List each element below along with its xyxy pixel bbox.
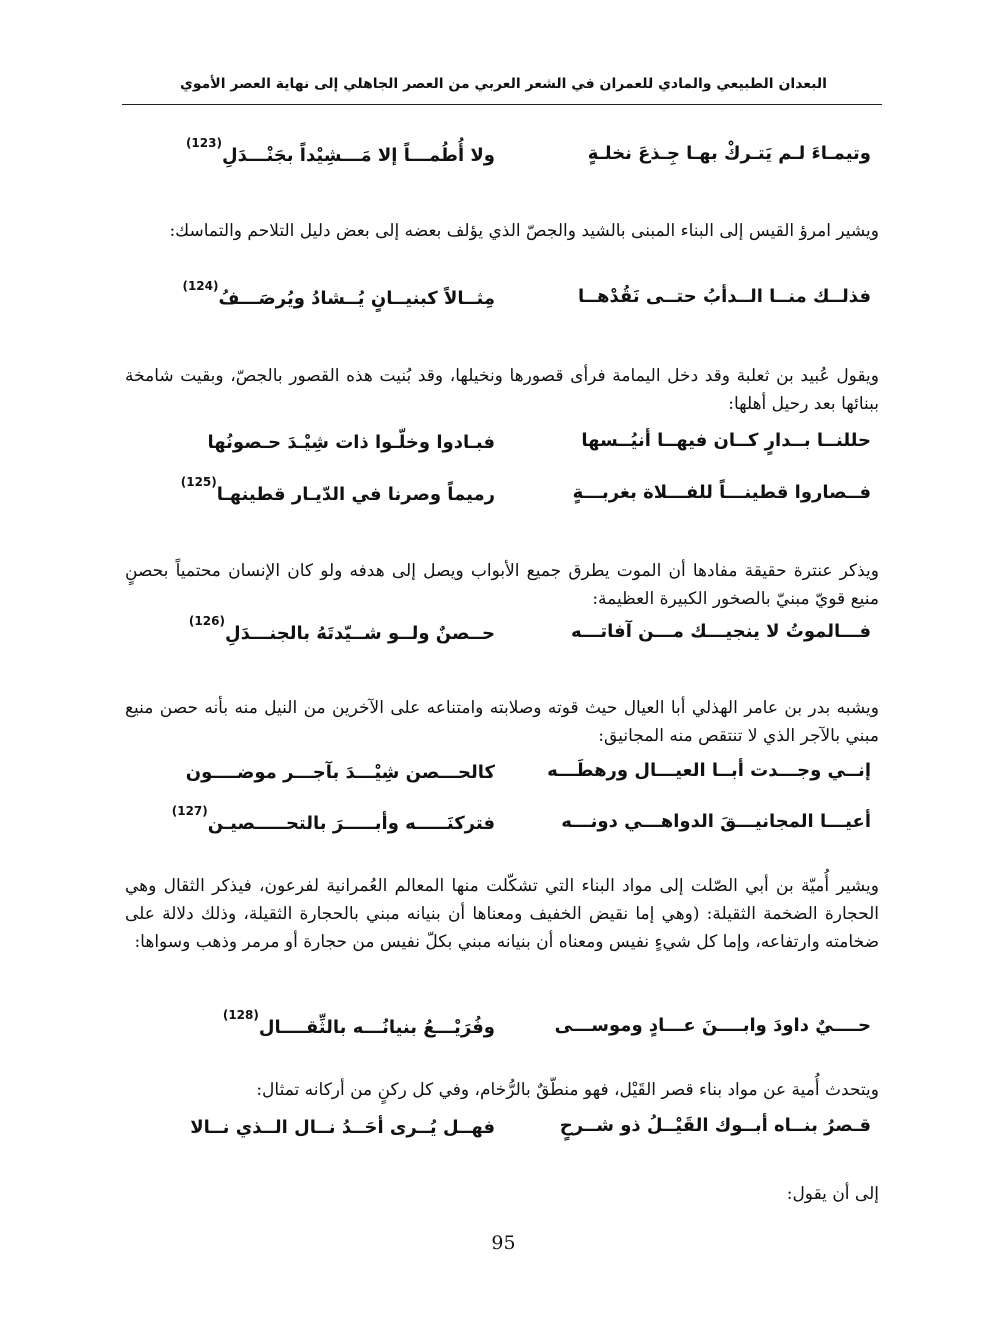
verse-line (125, 136, 879, 173)
verse-second-hemistich-text: فبـادوا وخلّـوا ذات شِيْـدَ حـصونُها (207, 432, 495, 453)
verse-second-hemistich (125, 1115, 495, 1138)
paragraph: ويشير أُميّة بن أبي الصّلت إلى مواد البناء التي تشكّلت منها المعالم العُمرانية لفرعون، فيذكر الثقال وهي الحجارة الضخمة الثقيلة: (وهي إما نقيض الخفيف ومعناها أن بنيانه مبني بالحجارة الثقيلة، وذلك دلالة على ضخامته وارتفاعه، وإما كل شيءٍ نفيس ومعناه أن بنيانه مبني بكلّ نفيس من حجارة أو مرمر وذهب وسواها: (125, 876, 879, 952)
footnote-ref: (126) (188, 614, 225, 628)
paragraph: ويذكر عنترة حقيقة مفادها أن الموت يطرق جميع الأبواب ويصل إلى هدفه ولو كان الإنسان محتمياً بحصنٍ منيع قويّ مبنيّ بالصخور الكبيرة العظيمة: (125, 561, 879, 609)
header-rule (122, 104, 882, 105)
verse-first-hemistich: إنــي وجـــدت أبــا العيـــال ورهطَـــه (547, 760, 871, 781)
verse-first-hemistich: أعيـــا المجانيـــقَ الدواهـــي دونـــه (561, 811, 871, 832)
paragraph: ويشبه بدر بن عامر الهذلي أبا العيال حيث قوته وصلابته وامتناعه على الآخرين من النيل منه بأنه حصن منيع مبني بالآجر الذي لا تنتقص منه المجانيق: (125, 698, 879, 746)
verse-first-hemistich: حــــيٌ داودَ وابــــنَ عـــادٍ وموســـى (554, 1015, 871, 1036)
verse-first-hemistich: وتيمـاءَ لـم يَتـركْ بهـا جِـذعَ نخلـةٍ (587, 143, 871, 164)
verse-second-hemistich-text: كالحـــصن شِيْـــدَ بآجـــر موضــــون (185, 762, 495, 783)
verse-second-hemistich (125, 804, 495, 834)
running-header: البعدان الطبيعي والمادي للعمران في الشعر العربي من العصر الجاهلي إلى نهاية العصر الأموي (180, 76, 827, 92)
verse-second-hemistich-text: حــصنٌ ولــو شــيّدتَهُ بالجنـــدَلِ (224, 623, 495, 644)
verse-second-hemistich (125, 279, 495, 309)
verse-line (125, 475, 879, 512)
verse-second-hemistich (125, 475, 495, 505)
verse-second-hemistich-text: فهــل يُــرى أحَــدُ نــال الــذي نــالا (190, 1117, 495, 1138)
paragraph: ويشير امرؤ القيس إلى البناء المبنى بالشيد والجصّ الذي يؤلف بعضه إلى بعض دليل التلاحم والتماسك: (169, 221, 879, 241)
page-number: 95 (491, 1232, 516, 1254)
verse-second-hemistich (125, 430, 495, 453)
verse-second-hemistich-text: فتركنَـــــه وأبـــــرَ بالتحـــــصيـن (207, 813, 495, 834)
paragraph: ويتحدث أُمية عن مواد بناء قصر القَيْل، فهو منطّقٌ بالرُّخام، وفي كل ركنٍ من أركانه تمثال: (256, 1080, 879, 1100)
footnote-ref: (127) (171, 804, 208, 818)
footnote-ref: (128) (222, 1008, 259, 1022)
paragraph: إلى أن يقول: (786, 1184, 879, 1204)
verse-line (125, 804, 879, 841)
verse-line (125, 760, 879, 790)
verse-first-hemistich: قـصرُ بنــاه أبــوك القَيْــلُ ذو شــرحٍ (559, 1115, 871, 1136)
verse-first-hemistich: فــصاروا قطينـــاً للفـــلاة بغربـــةٍ (572, 482, 871, 503)
verse-line (125, 1115, 879, 1145)
verse-second-hemistich (125, 760, 495, 783)
verse-line (125, 614, 879, 651)
verse-second-hemistich-text: وفُرَيْـــعُ بنيانُـــه بالثِّقــــال (258, 1017, 495, 1038)
verse-line (125, 1008, 879, 1045)
verse-second-hemistich (125, 1008, 495, 1038)
footnote-ref: (125) (180, 475, 217, 489)
verse-second-hemistich-text: ولا أُطُمـــاً إلا مَـــشِيْداً بجَنْـــدَلِ (221, 145, 495, 166)
footnote-ref: (123) (185, 136, 222, 150)
verse-line (125, 279, 879, 316)
verse-second-hemistich-text: مِثــالاً كبنيــانٍ يُــشادُ ويُرصَـــفُ (218, 288, 495, 309)
verse-second-hemistich (125, 136, 495, 166)
verse-first-hemistich: فذلــك منــا الــدأبُ حتــى نَقُدْهــا (577, 286, 871, 307)
verse-line (125, 430, 879, 460)
verse-second-hemistich-text: رميماً وصرنا في الدّيـار قطينهـا (216, 484, 495, 505)
footnote-ref: (124) (182, 279, 219, 293)
verse-first-hemistich: حللنــا بــدارٍ كــان فيهــا أنيُــسها (581, 430, 871, 451)
verse-first-hemistich: فـــالموتُ لا ينجيـــك مـــن آفاتـــه (571, 621, 871, 642)
paragraph: ويقول عُبيد بن ثعلبة وقد دخل اليمامة فرأى قصورها ونخيلها، وقد بُنيت هذه القصور بالجصّ، وبقيت شامخة ببنائها بعد رحيل أهلها: (125, 366, 879, 414)
verse-second-hemistich (125, 614, 495, 644)
